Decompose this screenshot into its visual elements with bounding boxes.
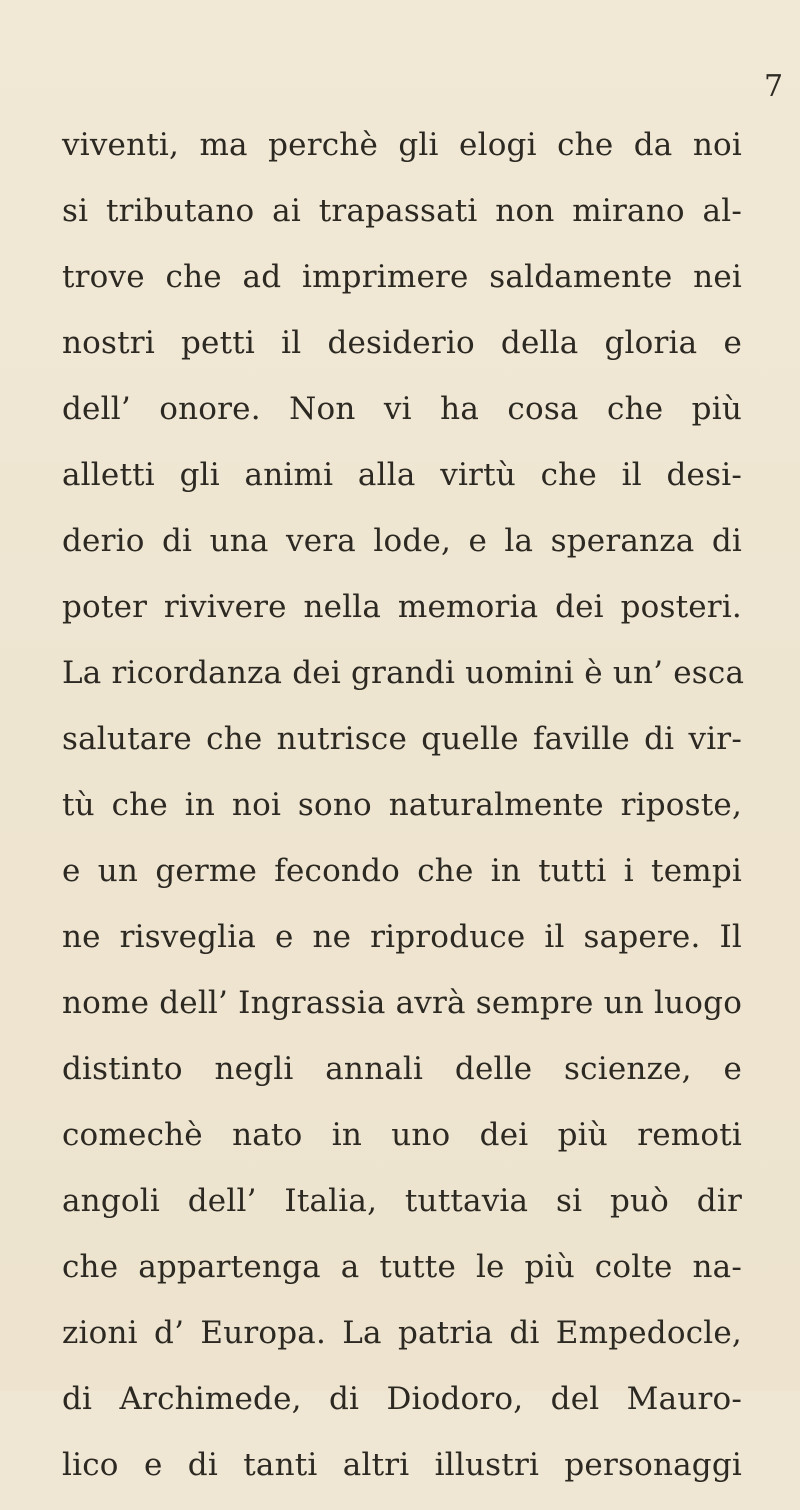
text-line: derio di una vera lode, e la speranza di	[62, 523, 742, 559]
text-line: trove che ad imprimere saldamente nei	[62, 259, 742, 295]
text-line: lico e di tanti altri illustri personaggi	[62, 1447, 742, 1483]
text-line: viventi, ma perchè gli elogi che da noi	[62, 127, 742, 163]
text-line: e un germe fecondo che in tutti i tempi	[62, 853, 742, 889]
text-line: nostri petti il desiderio della gloria e	[62, 325, 742, 361]
text-line: che appartenga a tutte le più colte na-	[62, 1249, 742, 1285]
text-line: comechè nato in uno dei più remoti	[62, 1117, 742, 1153]
text-line: nome dell’ Ingrassia avrà sempre un luogo	[62, 985, 743, 1021]
text-line: distinto negli annali delle scienze, e	[62, 1051, 742, 1087]
text-line: salutare che nutrisce quelle faville di vir-	[62, 721, 742, 757]
page-number: 7	[764, 69, 784, 104]
text-line: zioni d’ Europa. La patria di Empedocle,	[62, 1315, 742, 1351]
text-line: La ricordanza dei grandi uomini è un’ esca	[62, 655, 745, 691]
text-line: tù che in noi sono naturalmente riposte,	[62, 787, 742, 823]
body-text	[62, 124, 745, 1510]
text-line: dell’ onore. Non vi ha cosa che più	[62, 391, 742, 427]
text-line: si tributano ai trapassati non mirano al-	[62, 193, 742, 229]
text-line: di Archimede, di Diodoro, del Mauro-	[62, 1381, 742, 1417]
text-line: poter rivivere nella memoria dei posteri.	[62, 589, 742, 625]
text-line: alletti gli animi alla virtù che il desi-	[62, 457, 742, 493]
text-line: ne risveglia e ne riproduce il sapere. Il	[62, 919, 742, 955]
text-line: angoli dell’ Italia, tuttavia si può dir	[62, 1183, 742, 1219]
